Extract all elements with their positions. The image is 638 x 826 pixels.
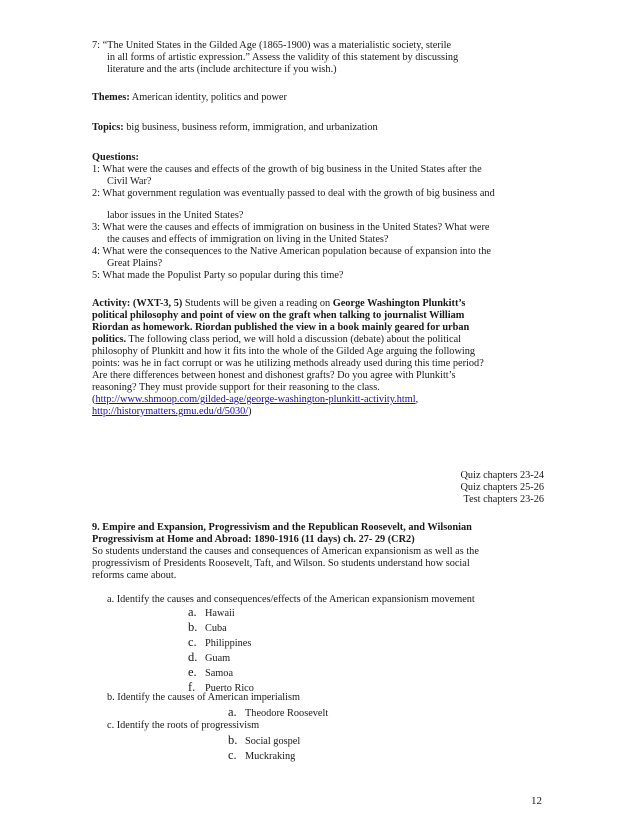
- historymatters-link[interactable]: http://historymatters.gmu.edu/d/5030/: [92, 406, 249, 417]
- activity-intro: Students will be given a reading on: [182, 298, 333, 309]
- question-2-line-1: 2: What government regulation was eventually passed to deal with the growth of big business and: [92, 188, 495, 199]
- q7-line-1: 7: “The United States in the Gilded Age (1865-1900) was a materialistic society, sterile: [92, 40, 452, 51]
- objective-a: a. Identify the causes and consequences/effects of the American expansionism movement: [107, 594, 475, 605]
- assessment-quiz-1: Quiz chapters 23-24: [460, 470, 544, 481]
- unit9-title-line-2: Progressivism at Home and Abroad: 1890-1916 (11 days) ch. 27- 29 (CR2): [92, 534, 415, 545]
- activity-line-3: Riordan as homework. Riordan published the view in a book mainly geared for urban: [92, 322, 470, 333]
- list-item: d. Guam: [188, 650, 231, 664]
- question-3-line-2: the causes and effects of immigration on living in the United States?: [107, 234, 389, 245]
- activity-line-5: philosophy of Plunkitt and how it fits into the whole of the Gilded Age arguing the following: [92, 346, 476, 357]
- page-number: 12: [531, 795, 542, 807]
- themes-label: Themes:: [92, 92, 130, 103]
- list-item: c. Philippines: [188, 635, 252, 649]
- questions-heading: Questions:: [92, 152, 139, 163]
- activity-links-line-2: http://historymatters.gmu.edu/d/5030/): [92, 406, 252, 417]
- q7-line-2: in all forms of artistic expression.” Assess the validity of this statement by discussing: [107, 52, 459, 63]
- topics-line: [92, 122, 378, 134]
- themes-line: [92, 92, 287, 104]
- list-item: f. Puerto Rico: [188, 680, 254, 694]
- question-1-line-1: 1: What were the causes and effects of the growth of big business in the United States after the: [92, 164, 482, 175]
- assessment-quiz-2: Quiz chapters 25-26: [460, 482, 544, 493]
- q7-line-3: literature and the arts (include architecture if you wish.): [107, 64, 337, 75]
- list-item: e. Samoa: [188, 665, 234, 679]
- activity-line-1: [92, 298, 465, 310]
- objective-c: c. Identify the roots of progressivism: [107, 720, 260, 731]
- activity-label: Activity: (WXT-3, 5): [92, 298, 183, 309]
- question-5-line: 5: What made the Populist Party so popular during this time?: [92, 270, 344, 281]
- list-item: c. Muckraking: [228, 748, 296, 762]
- list-item: b. Cuba: [188, 620, 227, 634]
- assessment-test: Test chapters 23-26: [463, 494, 544, 505]
- activity-line-4: [92, 334, 461, 346]
- topics-text: big business, business reform, immigration, and urbanization: [123, 122, 378, 133]
- objective-b: b. Identify the causes of American imperialism: [107, 692, 301, 703]
- question-3-line-1: 3: What were the causes and effects of immigration on business in the United States? What were: [92, 222, 490, 233]
- question-1-line-2: Civil War?: [107, 176, 152, 187]
- activity-line-2: political philosophy and point of view on the graft when talking to journalist William: [92, 310, 465, 321]
- unit9-title-line-1: 9. Empire and Expansion, Progressivism and the Republican Roosevelt, and Wilsonian: [92, 522, 472, 533]
- activity-bold-1: George Washington Plunkitt’s: [332, 298, 466, 309]
- list-item: a. Hawaii: [188, 605, 235, 619]
- unit9-desc-line-3: reforms came about.: [92, 570, 177, 581]
- list-item: a. Theodore Roosevelt: [228, 705, 329, 719]
- unit9-desc-line-2: progressivism of Presidents Roosevelt, Taft, and Wilson. So students understand how social: [92, 558, 470, 569]
- shmoop-link[interactable]: http://www.shmoop.com/gilded-age/george-washington-plunkitt-activity.html: [95, 394, 416, 405]
- activity-line-8: reasoning? They must provide support for their reasoning to the class.: [92, 382, 380, 393]
- activity-bold-4: politics.: [92, 334, 127, 345]
- list-item: b. Social gospel: [228, 733, 301, 747]
- activity-line-4-rest: The following class period, we will hold a discussion (debate) about the political: [126, 334, 462, 345]
- activity-line-7: Are there differences between honest and dishonest grafts? Do you agree with Plunkitt’s: [92, 370, 456, 381]
- themes-text: American identity, politics and power: [129, 92, 287, 103]
- activity-line-6: points: was he in fact corrupt or was he utilizing methods already used during this time period?: [92, 358, 484, 369]
- question-2-line-2: labor issues in the United States?: [107, 210, 244, 221]
- activity-links-line-1: (http://www.shmoop.com/gilded-age/george-washington-plunkitt-activity.html,: [92, 394, 419, 405]
- question-4-line-2: Great Plains?: [107, 258, 163, 269]
- question-4-line-1: 4: What were the consequences to the Native American population because of expansion into the: [92, 246, 491, 257]
- unit9-desc-line-1: So students understand the causes and consequences of American expansionism as well as the: [92, 546, 479, 557]
- topics-label: Topics:: [92, 122, 124, 133]
